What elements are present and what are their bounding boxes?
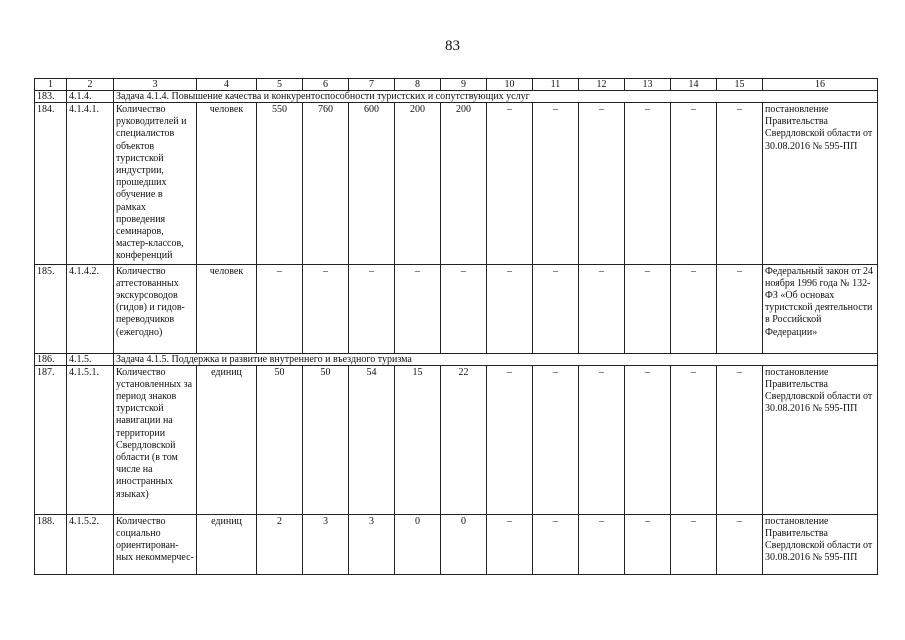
value-cell: 760	[303, 103, 349, 265]
indicator-row	[35, 365, 878, 514]
value-cell: –	[671, 264, 717, 353]
value-cell: 600	[349, 103, 395, 265]
row-number: 184.	[35, 103, 67, 265]
col-header: 2	[67, 79, 114, 91]
task-row	[35, 353, 878, 365]
indicator-row	[35, 264, 878, 353]
value-cell: –	[717, 264, 763, 353]
row-code: 4.1.5.1.	[67, 365, 114, 514]
value-cell: 15	[395, 365, 441, 514]
value-cell: –	[533, 514, 579, 574]
indicator-name: Количество руководителей и специалистов объектов туристской индустрии, прошедших обучение в рамках проведения семинаров, мастер-классов, конференций	[114, 103, 197, 265]
value-cell: 0	[441, 514, 487, 574]
row-number: 188.	[35, 514, 67, 574]
row-number: 187.	[35, 365, 67, 514]
indicator-name: Количество социально ориентирован-ных некоммерчес-	[114, 514, 197, 574]
indicator-row	[35, 514, 878, 574]
indicator-name: Количество аттестованных экскурсоводов (гидов) и гидов-переводчиков (ежегодно)	[114, 264, 197, 353]
value-cell: –	[625, 365, 671, 514]
task-row	[35, 91, 878, 103]
col-header: 5	[257, 79, 303, 91]
col-header: 16	[763, 79, 878, 91]
row-code: 4.1.5.	[67, 353, 114, 365]
col-header: 15	[717, 79, 763, 91]
value-cell: –	[579, 103, 625, 265]
value-cell: –	[487, 103, 533, 265]
value-cell: –	[717, 514, 763, 574]
col-header: 12	[579, 79, 625, 91]
basis-cell: постановление Правительства Свердловской области от 30.08.2016 № 595-ПП	[763, 103, 878, 265]
value-cell: –	[625, 103, 671, 265]
col-header: 8	[395, 79, 441, 91]
indicator-row	[35, 103, 878, 265]
value-cell: 3	[303, 514, 349, 574]
basis-cell: Федеральный закон от 24 ноября 1996 года № 132-ФЗ «Об основах туристской деятельности в Российской Федерации»	[763, 264, 878, 353]
indicators-table	[34, 78, 878, 575]
unit-cell: единиц	[197, 514, 257, 574]
col-header: 7	[349, 79, 395, 91]
value-cell: –	[579, 365, 625, 514]
value-cell: 50	[303, 365, 349, 514]
basis-cell: постановление Правительства Свердловской области от 30.08.2016 № 595-ПП	[763, 365, 878, 514]
value-cell: 50	[257, 365, 303, 514]
value-cell: 2	[257, 514, 303, 574]
task-title: Задача 4.1.4. Повышение качества и конкурентоспособности туристских и сопутствующих услуг	[114, 91, 878, 103]
row-number: 186.	[35, 353, 67, 365]
col-header: 10	[487, 79, 533, 91]
value-cell: –	[671, 514, 717, 574]
value-cell: 550	[257, 103, 303, 265]
column-number-row	[35, 79, 878, 91]
value-cell: –	[579, 264, 625, 353]
unit-cell: человек	[197, 264, 257, 353]
unit-cell: единиц	[197, 365, 257, 514]
value-cell: –	[303, 264, 349, 353]
col-header: 11	[533, 79, 579, 91]
indicator-name: Количество установленных за период знаков туристской навигации на территории Свердловской области (в том числе на иностранных языках)	[114, 365, 197, 514]
value-cell: –	[579, 514, 625, 574]
col-header: 6	[303, 79, 349, 91]
value-cell: –	[257, 264, 303, 353]
value-cell: –	[395, 264, 441, 353]
value-cell: –	[671, 365, 717, 514]
value-cell: 3	[349, 514, 395, 574]
value-cell: 200	[395, 103, 441, 265]
col-header: 14	[671, 79, 717, 91]
basis-cell: постановление Правительства Свердловской области от 30.08.2016 № 595-ПП	[763, 514, 878, 574]
value-cell: –	[487, 514, 533, 574]
col-header: 13	[625, 79, 671, 91]
value-cell: 200	[441, 103, 487, 265]
value-cell: –	[487, 264, 533, 353]
task-title: Задача 4.1.5. Поддержка и развитие внутреннего и въездного туризма	[114, 353, 878, 365]
value-cell: –	[533, 365, 579, 514]
col-header: 3	[114, 79, 197, 91]
row-code: 4.1.5.2.	[67, 514, 114, 574]
value-cell: 0	[395, 514, 441, 574]
col-header: 1	[35, 79, 67, 91]
unit-cell: человек	[197, 103, 257, 265]
value-cell: 22	[441, 365, 487, 514]
value-cell: –	[625, 264, 671, 353]
value-cell: –	[717, 103, 763, 265]
value-cell: –	[349, 264, 395, 353]
row-number: 185.	[35, 264, 67, 353]
page-number: 83	[445, 38, 460, 54]
value-cell: –	[717, 365, 763, 514]
row-code: 4.1.4.	[67, 91, 114, 103]
row-number: 183.	[35, 91, 67, 103]
row-code: 4.1.4.2.	[67, 264, 114, 353]
value-cell: 54	[349, 365, 395, 514]
value-cell: –	[533, 264, 579, 353]
value-cell: –	[625, 514, 671, 574]
value-cell: –	[671, 103, 717, 265]
value-cell: –	[487, 365, 533, 514]
value-cell: –	[533, 103, 579, 265]
col-header: 9	[441, 79, 487, 91]
row-code: 4.1.4.1.	[67, 103, 114, 265]
col-header: 4	[197, 79, 257, 91]
value-cell: –	[441, 264, 487, 353]
